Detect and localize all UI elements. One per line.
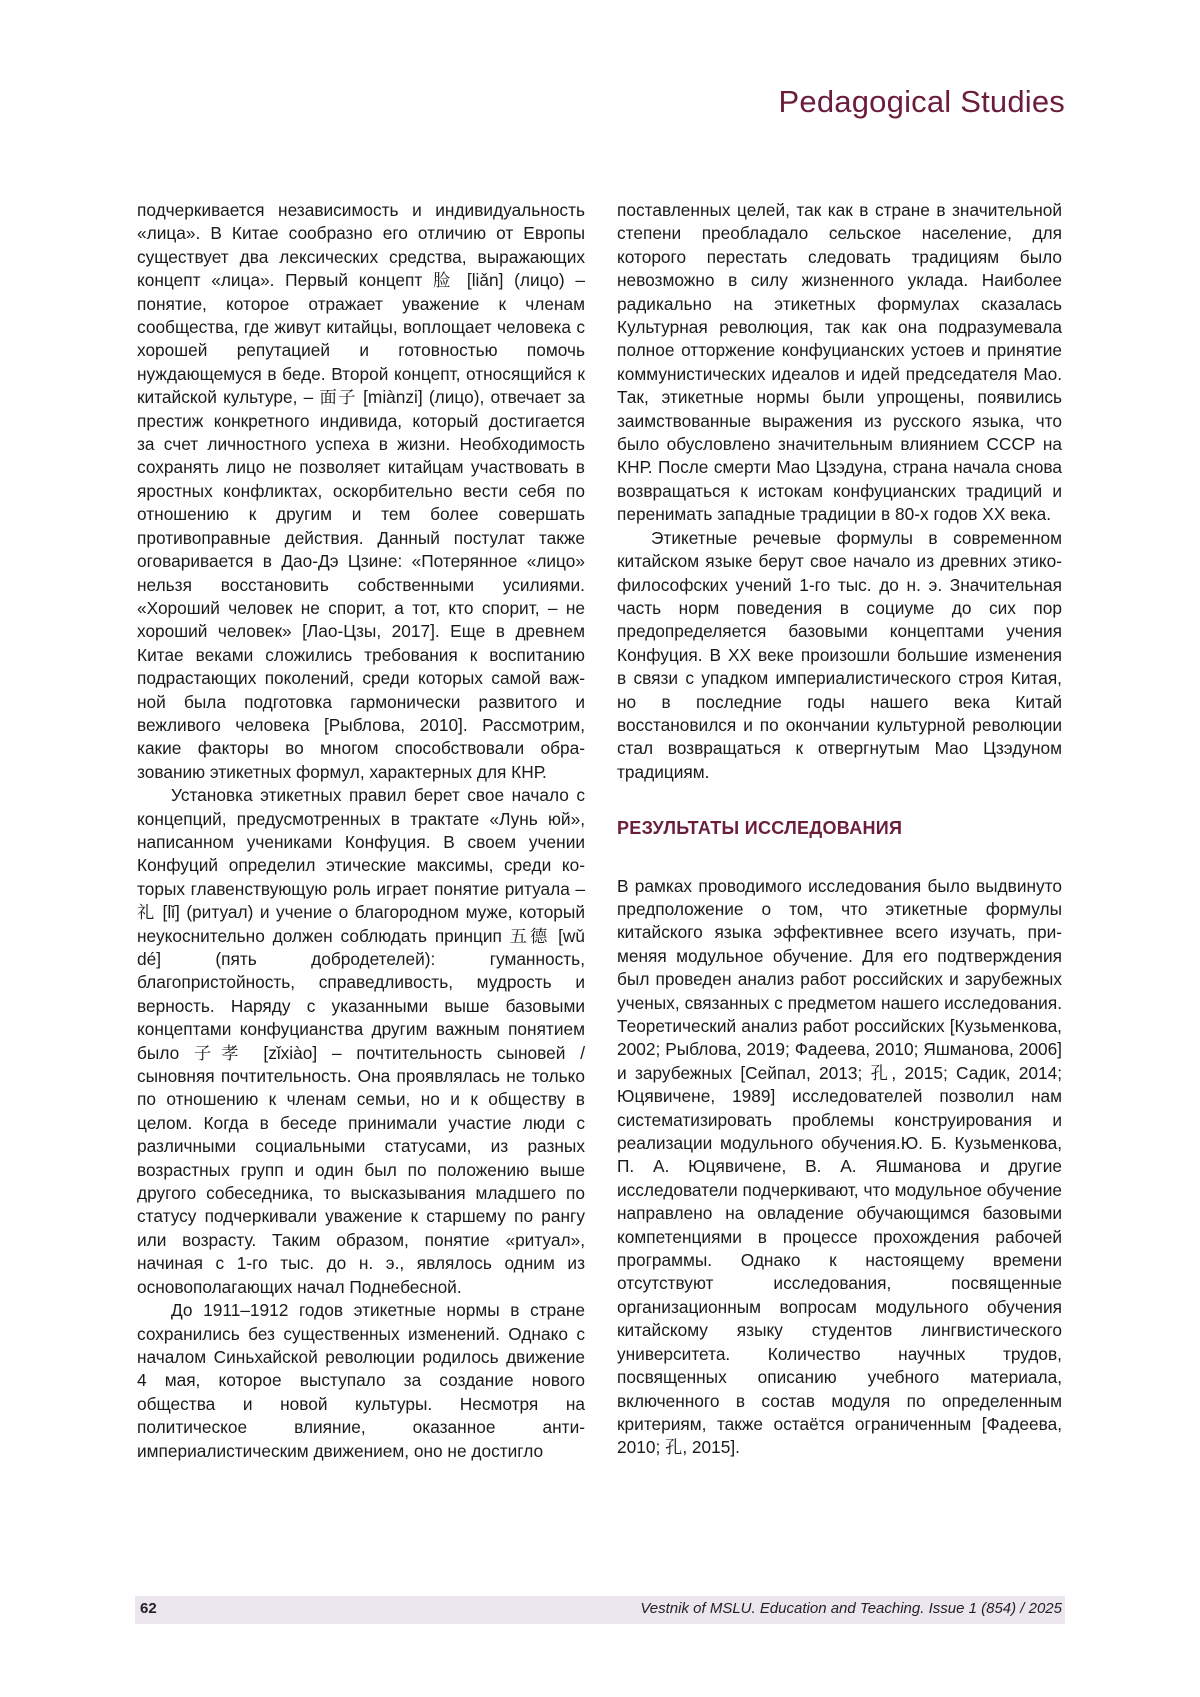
page-number: 62 bbox=[140, 1600, 157, 1617]
left-text-column bbox=[137, 199, 585, 1463]
journal-citation: Vestnik of MSLU. Education and Teaching. Issue 1 (854) / 2025 bbox=[640, 1600, 1062, 1617]
body-paragraph: Этикетные речевые формулы в современном китайском языке берут свое начало из древних этико-философских учений 1-го тыс. до н. э. Значительная часть норм поведения в социуме до сих пор предопределяется базовыми концептами учения Конфуция. В XX веке произошли большие изменения в связи с упадком империалистического строя Китая, но в последние годы нашего века Китай восстановился и по окончании культурной революции стал возвращаться к отвергнутым Мао Цзэдуном традициям. bbox=[617, 527, 1062, 782]
body-paragraph: подчеркивается независимость и индивидуальность «лица». В Китае сообразно его отличию от Европы существует два лексических средства, выражающих концепт «лица». Первый концепт 脸 [liǎn] (лицо) – понятие, которое отражает уважение к членам сообщества, где живут китайцы, воплощает человека с хорошей репутацией и готовностью помочь нуждающемуся в беде. Второй концепт, относящийся к китайской культуре, – 面子 [miànzi] (лицо), отвечает за престиж конкретного индивида, который достигается за счет личностного успеха в жизни. Необходимость сохранять лицо не позволяет китайцам участвовать в яростных конфликтах, оскорбительно вести себя по отношению к другим и тем более совершать противоправные действия. Данный постулат также оговаривается в Дао-Дэ Цзине: «Потерянное «лицо» нельзя восстановить собственными усилиями. «Хороший человек не спорит, а тот, кто спорит, – не хороший человек» [Лао-Цзы, 2017]. Еще в древнем Китае веками сложились требования к воспитанию подрастающих поколений, среди которых самой важной была подготовка гармонически развитого и вежливого человека [Рыблова, 2010]. Рассмотрим, какие факторы во многом способствовали образованию этикетных формул, характерных для КНР. bbox=[137, 200, 585, 782]
section-heading: РЕЗУЛЬТАТЫ ИССЛЕДОВАНИЯ bbox=[617, 818, 903, 839]
body-paragraph: До 1911–1912 годов этикетные нормы в стране сохранились без существенных изменений. Однако с началом Синьхайской революции родилось движение 4 мая, которое выступало за создание нового общества и новой культуры. Несмотря на политическое влияние, оказанное антиимпериалистическим движением, оно не достигло bbox=[137, 1300, 585, 1461]
body-paragraph: Установка этикетных правил берет свое начало с концепций, предусмотренных в трактате «Лунь юй», написанном учениками Конфуция. В своем учении Конфуций определил этические максимы, среди которых главенствующую роль играет понятие ритуала – 礼 [lǐ] (ритуал) и учение о благородном муже, который неукоснительно должен соблюдать принцип 五德 [wǔ dé] (пять добродетелей): гуманность, благопристойность, справедливость, мудрость и верность. Наряду с указанными выше базовыми концептами конфуцианства другим важным понятием было 子孝 [zǐxiào] – почтительность сыновей / сыновняя почтительность. Она проявлялась не только по отношению к членам семьи, но и к обществу в целом. Когда в беседе принимали участие люди с различными социальными статусами, из разных возрастных групп и один был по положению выше другого собеседника, то высказывания младшего по статусу подчеркивали уважение к старшему по рангу или возрасту. Таким образом, понятие «ритуал», начиная с 1-го тыс. до н. э., являлось одним из основополагающих начал Поднебесной. bbox=[137, 785, 585, 1297]
results-paragraph: В рамках проводимого исследования было выдвинуто предположение о том, что этикетные формулы китайского языка эффективнее всего изучать, применяя модульное обучение. Для его подтверждения был проведен анализ работ российских и зарубежных ученых, связанных с предметом нашего исследования. Теоретический анализ работ российских [Кузьменкова, 2002; Рыблова, 2019; Фадеева, 2010; Яшманова, 2006] и зарубежных [Сейпал, 2013; 孔, 2015; Садик, 2014; Юцявичене, 1989] исследователей позволил нам систематизировать проблемы конструирования и реализации модульного обучения.Ю. Б. Кузьменкова, П. А. Юцявичене, В. А. Яшманова и другие исследователи подчеркивают, что модульное обучение направлено на овладение обучающимся базовыми компетенциями в процессе прохождения рабочей программы. Однако к настоящему времени отсутствуют исследования, посвященные организационным вопросам модульного обучения китайскому языку студентов лингвистического университета. Количество научных трудов, посвященных описанию учебного материала, включенного в состав модуля по определенным критериям, также остаётся ограниченным [Фадеева, 2010; 孔, 2015]. bbox=[617, 875, 1062, 1458]
right-text-column bbox=[617, 199, 1062, 1460]
body-paragraph: поставленных целей, так как в стране в значительной степени преобладало сельское население, для которого перестать следовать традициям было невозможно в силу жизненного уклада. Наиболее радикально на этикетных формулах сказалась Культурная революция, так как она подразумевала полное отторжение конфуцианских устоев и принятие коммунистических идеалов и идей председателя Мао. Так, этикетные нормы были упрощены, появились заимствованные выражения из русского языка, что было обусловлено значительным влиянием СССР на КНР. После смерти Мао Цзэдуна, страна начала снова возвращаться к истокам конфуцианских традиций и перенимать западные традиции в 80-х годов XX века. bbox=[617, 200, 1062, 525]
running-header-title: Pedagogical Studies bbox=[778, 84, 1065, 119]
